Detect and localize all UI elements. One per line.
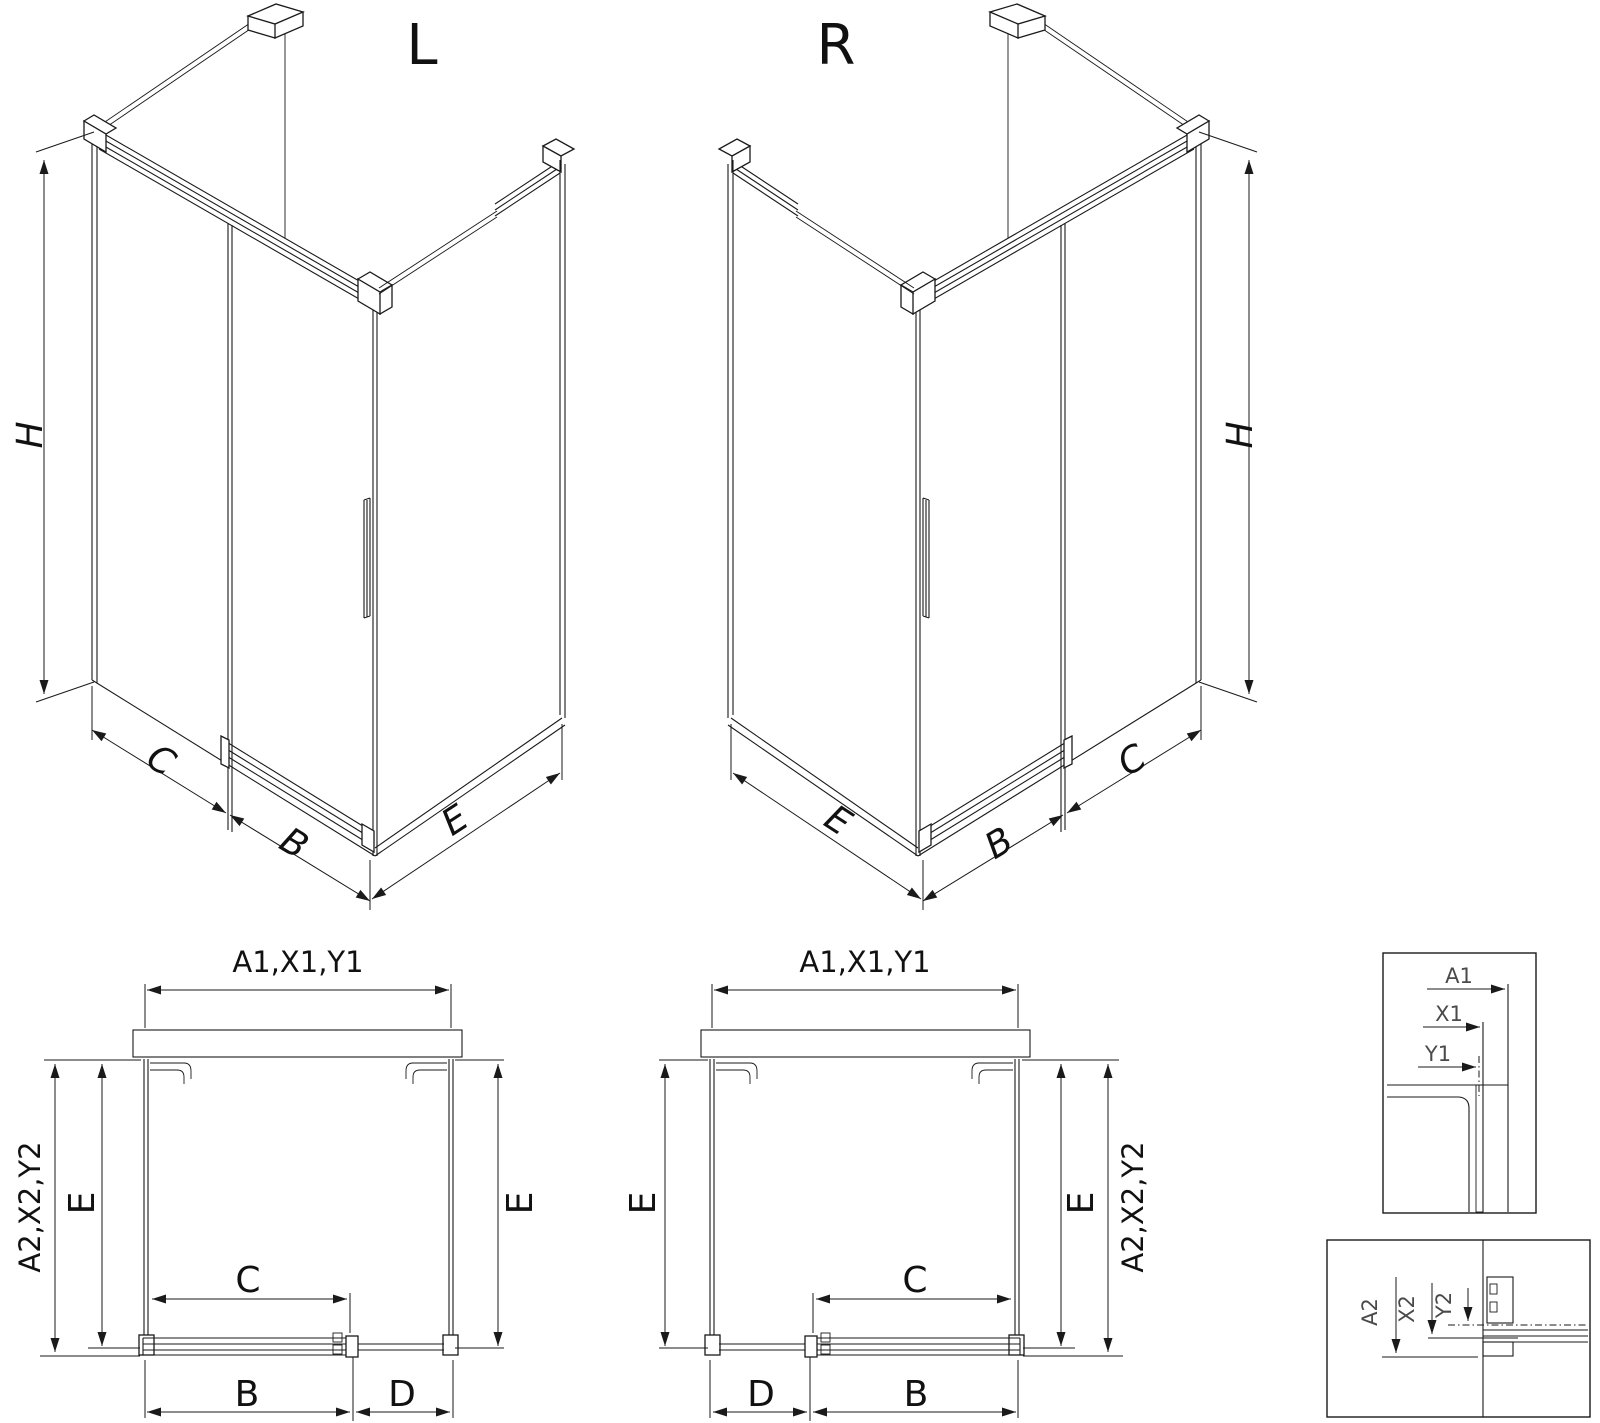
plan-right-dim-depth-outer: A2,X2,Y2 (1116, 1141, 1150, 1273)
plan-view-right (623, 945, 1150, 1421)
detail-top-label-x1: X1 (1435, 1002, 1463, 1026)
iso-right-dim-door: B (978, 819, 1021, 868)
detail-bottom-label-x2: X2 (1395, 1295, 1419, 1323)
plan-left-dim-depth-left: E (62, 1191, 103, 1215)
plan-left-dim-depth-outer: A2,X2,Y2 (13, 1141, 47, 1273)
iso-left-dim-side: E (434, 797, 476, 845)
iso-right-dim-opening: C (1110, 736, 1154, 785)
iso-left-dim-opening: C (139, 736, 183, 785)
plan-left-dim-depth-right: E (500, 1191, 541, 1215)
detail-view-top (1383, 953, 1536, 1213)
detail-top-label-y1: Y1 (1424, 1042, 1452, 1066)
detail-bottom-label-a2: A2 (1358, 1298, 1382, 1326)
plan-right-dim-depth-left: E (623, 1191, 664, 1215)
plan-left-dim-door: B (234, 1374, 260, 1415)
plan-left-dim-opening: C (235, 1260, 261, 1301)
plan-right-dim-depth-right: E (1061, 1191, 1102, 1215)
iso-right-dim-height: H (1220, 421, 1261, 449)
detail-view-bottom (1327, 1240, 1590, 1417)
iso-right-title: R (816, 13, 856, 78)
iso-left-title: L (406, 13, 438, 78)
plan-right-dim-fixed: D (747, 1374, 775, 1415)
plan-left-dim-fixed: D (388, 1374, 416, 1415)
iso-view-left (10, 4, 574, 910)
iso-right-dim-side: E (817, 797, 859, 845)
plan-right-dim-opening: C (902, 1260, 928, 1301)
plan-right-dim-door: B (903, 1374, 929, 1415)
plan-view-left (13, 945, 541, 1421)
detail-bottom-label-y2: Y2 (1432, 1291, 1456, 1319)
plan-left-dim-width: A1,X1,Y1 (232, 945, 364, 979)
iso-left-dim-door: B (272, 819, 315, 868)
iso-view-right (719, 4, 1261, 910)
iso-left-dim-height: H (10, 421, 51, 449)
detail-top-label-a1: A1 (1445, 964, 1473, 988)
plan-right-dim-width: A1,X1,Y1 (799, 945, 931, 979)
